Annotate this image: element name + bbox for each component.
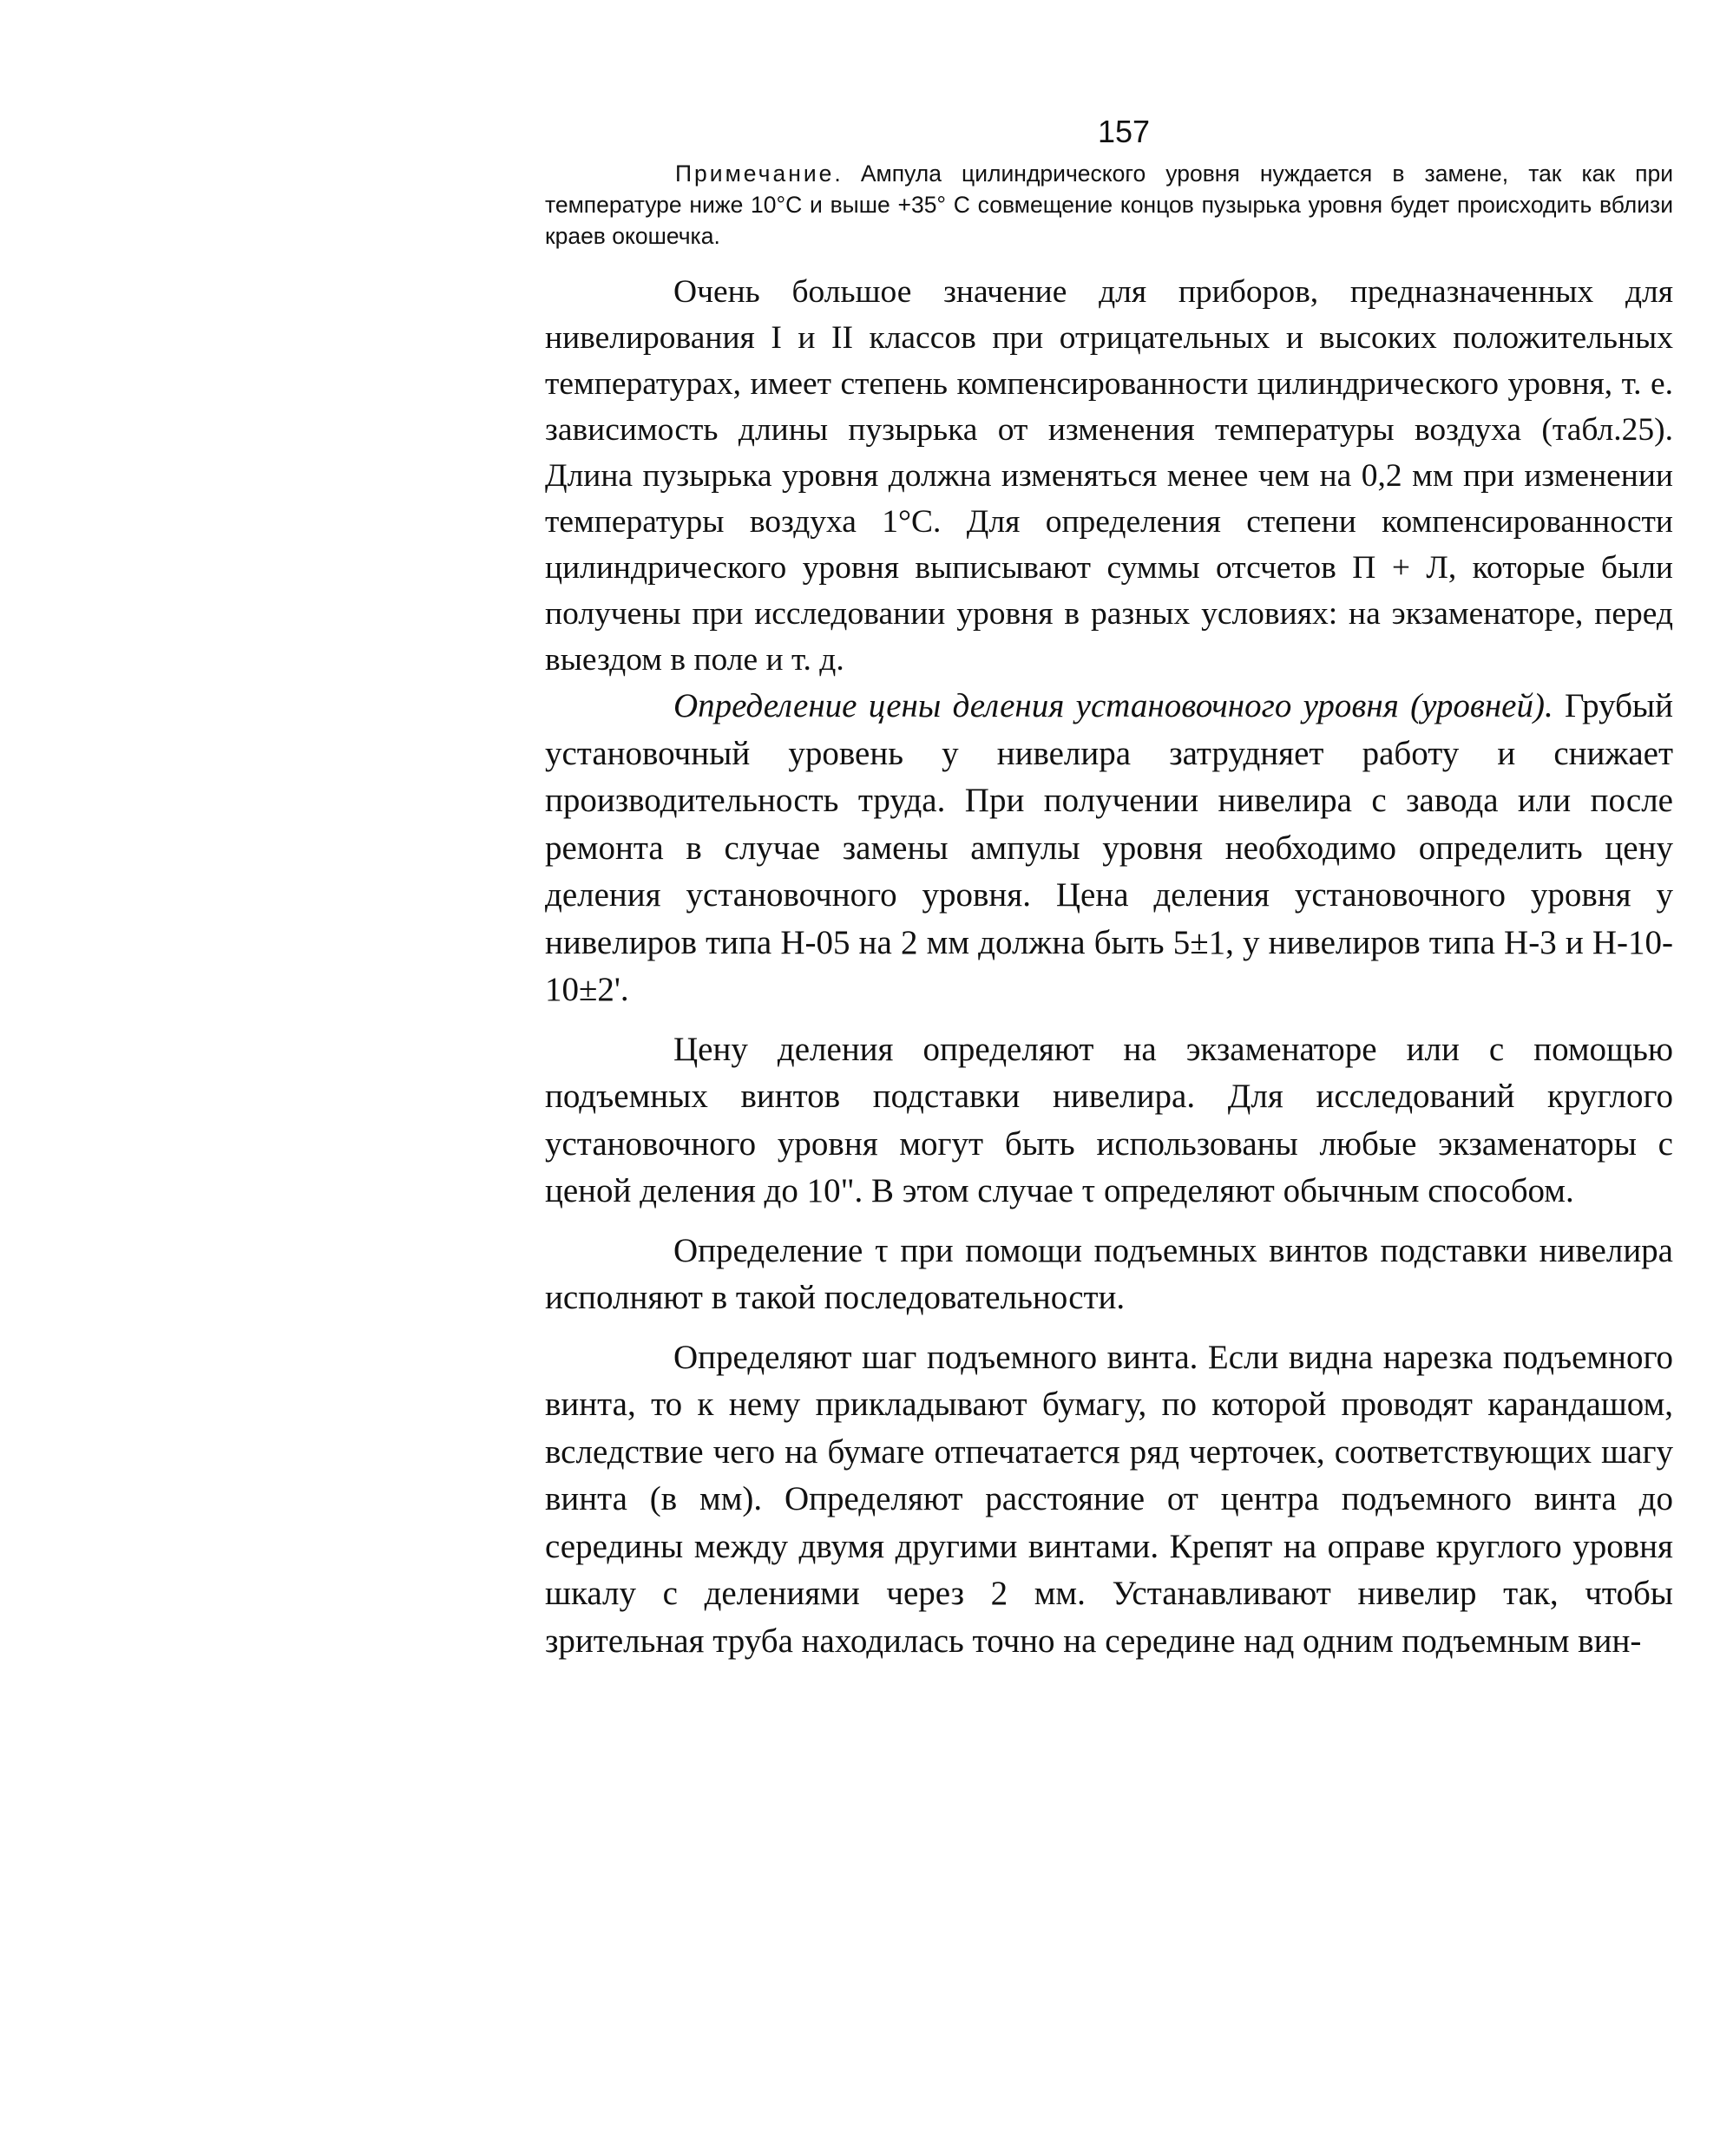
note-paragraph [545, 158, 1673, 252]
note-text: . Ампула цилиндрического уровня нуждается в замене, так как при температуре ниже 10°С и выше +35° С совмещение концов пузырька уровня будет происходить вблизи краев окошечка. [545, 161, 1673, 249]
paragraph-screw-pitch: Определяют шаг подъемного винта. Если видна нарезка подъемного винта, то к нему прикладывают бумагу, по которой проводят карандашом, вследствие чего на бумаге отпечатается ряд черточек, соответствующих шагу винта (в мм). Определяют расстояние от центра подъемного винта до середины между двумя другими винтами. Крепят на оправе круглого уровня шкалу с делениями через 2 мм. Устанавливают нивелир так, чтобы зрительная труба находилась точно на середине над одним подъемным вин- [545, 1338, 1673, 1660]
page-number: 157 [1097, 114, 1151, 149]
paragraph-level-division-text: Грубый установочный уровень у нивелира затрудняет работу и снижает производительность труда. При получении нивелира с завода или после ремонта в случае замены ампулы уровня необходимо определить цену деления установочного уровня. Цена деления установочного уровня у нивелиров типа Н-05 на 2 мм должна быть 5±1, у нивелиров типа Н-3 и Н-10-10±2'. [545, 687, 1673, 1008]
paragraph-compensation: Очень большое значение для приборов, предназначенных для нивелирования I и II классов при отрицательных и высоких положительных температурах, имеет степень компенсированности цилиндрического уровня, т. е. зависимость длины пузырька от изменения температуры воздуха (табл.25). Длина пузырька уровня должна изменяться менее чем на 0,2 мм при изменении температуры воздуха 1°С. Для определения степени компенсированности цилиндрического уровня выписывают суммы отсчетов П + Л, которые были получены при исследовании уровня в разных условиях: на экзаменаторе, перед выездом в поле и т. д. [545, 274, 1673, 678]
section-heading-italic: Определение цены деления установочного уровня (уровней). [673, 687, 1553, 724]
paragraph-level-division [545, 683, 1673, 1014]
document-page [545, 113, 1673, 1665]
paragraph-examiner: Цену деления определяют на экзаменаторе или с помощью подъемных винтов подставки нивелира. Для исследований круглого установочного уровня могут быть использованы любые экзаменаторы с ценой деления до 10". В этом случае τ определяют обычным способом. [545, 1030, 1673, 1209]
note-label: Примечание [675, 161, 835, 187]
paragraph-lifting-screws: Определение τ при помощи подъемных винтов подставки нивелира исполняют в такой последовательности. [545, 1231, 1673, 1316]
